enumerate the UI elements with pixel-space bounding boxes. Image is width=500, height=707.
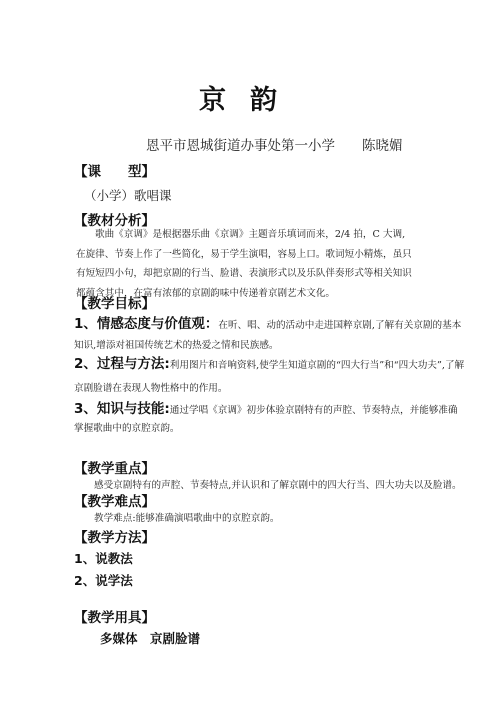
- goal-text: 利用图片和音响资料,使学生知道京剧的“四大行当”和“四大功夫”,了解: [169, 360, 465, 371]
- course-type-text: （小学）歌唱课: [84, 188, 172, 203]
- heading-goals: 【教学目标】: [74, 296, 155, 312]
- goal-item-3: [74, 397, 458, 417]
- goal-text: 在听、唱、动的活动中走进国粹京剧,了解有关京剧的基本: [218, 320, 462, 331]
- author-line: 恩平市恩城街道办事处第一小学 陈晓媚: [146, 138, 403, 154]
- tools-text: 多媒体 京剧脸谱: [100, 631, 201, 646]
- heading-methods: 【教学方法】: [74, 530, 155, 546]
- goal-item-1: [74, 312, 461, 332]
- goal-item-3-cont: 掌握歌曲中的京腔京韵。: [74, 423, 180, 434]
- goal-item-2: [74, 352, 464, 372]
- goal-lead: 3、知识与技能:: [74, 401, 170, 417]
- heading-tools: 【教学用具】: [74, 610, 155, 626]
- goal-lead: 1、情感态度与价值观：: [74, 316, 219, 332]
- method-item-2: 2、说学法: [74, 573, 133, 588]
- heading-analysis: 【教材分析】: [74, 213, 155, 229]
- page-title: 京韵: [199, 85, 301, 116]
- goal-lead: 2、过程与方法:: [74, 356, 170, 372]
- goal-item-1-cont: 知识,增添对祖国传统艺术的热爱之情和民族感。: [74, 340, 279, 351]
- key-points-text: 感受京剧特有的声腔、节奏特点,并认识和了解京剧中的四大行当、四大功夫以及脸谱。: [94, 480, 462, 491]
- analysis-paragraph: 歌曲《京调》是根据器乐曲《京调》主题音乐填词而来，2/4 拍，C 大调,在旋律、节奏上作了一些简化，易于学生演唱，容易上口。歌词短小精炼，虽只有短短四小句，却把京剧的行当、脸谱、表演形式以及乐队伴奏形式等相关知识都蕴含其中，在富有浓郁的京剧韵味中传递着京剧艺术文化。: [76, 229, 412, 299]
- goal-text: 通过学唱《京调》初步体验京剧特有的声腔、节奏特点，并能够准确: [169, 405, 458, 416]
- method-item-1: 1、说教法: [74, 551, 133, 566]
- heading-course-type: 【课 型】: [74, 164, 155, 180]
- heading-difficulties: 【教学难点】: [74, 494, 155, 510]
- difficulties-text: 教学难点:能够准确演唱歌曲中的京腔京韵。: [94, 513, 280, 524]
- goal-item-2-cont: 京剧脸谱在表现人物性格中的作用。: [74, 383, 228, 394]
- heading-key-points: 【教学重点】: [74, 461, 155, 477]
